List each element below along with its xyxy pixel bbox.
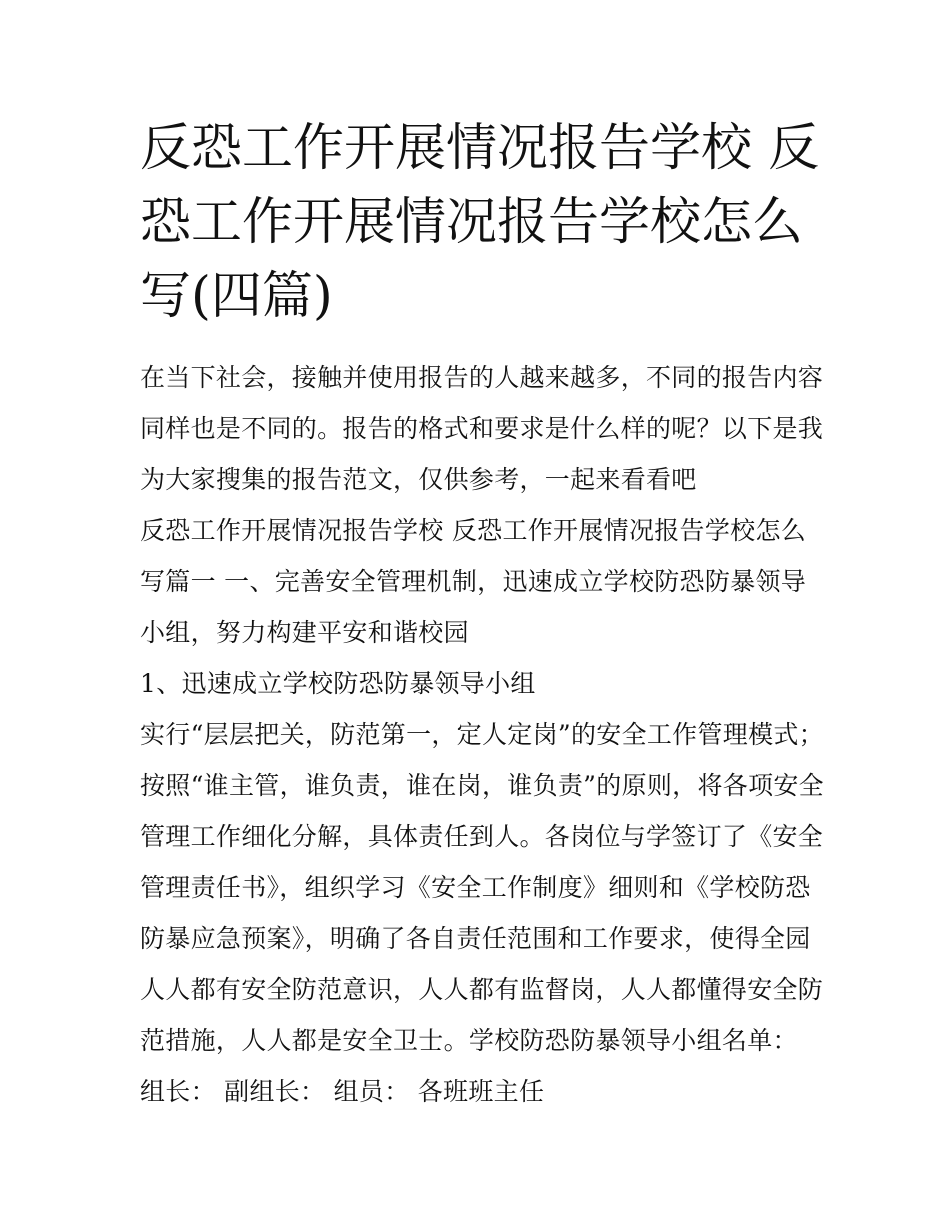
- body-line: 按照“谁主管，谁负责，谁在岗，谁负责”的原则，将各项安全: [140, 771, 824, 800]
- body-line: 范措施，人人都是安全卫士。学校防恐防暴领导小组名单：: [140, 1026, 798, 1055]
- body-line: 反恐工作开展情况报告学校 反恐工作开展情况报告学校怎么: [140, 516, 807, 545]
- body-line: 同样也是不同的。报告的格式和要求是什么样的呢？以下是我: [140, 414, 824, 443]
- body-line: 为大家搜集的报告范文，仅供参考，一起来看看吧: [140, 465, 697, 494]
- body-line: 人人都有安全防范意识，人人都有监督岗，人人都懂得安全防: [140, 975, 824, 1004]
- document-body: [140, 352, 824, 1117]
- title-line: 反恐工作开展情况报告学校 反: [140, 119, 820, 178]
- body-line: 管理工作细化分解，具体责任到人。各岗位与学签订了《安全: [140, 822, 824, 851]
- body-line: 小组，努力构建平安和谐校园: [140, 618, 469, 647]
- body-line: 管理责任书》，组织学习《安全工作制度》细则和《学校防恐: [140, 873, 811, 902]
- body-line: 组长： 副组长： 组员： 各班班主任: [140, 1077, 545, 1106]
- document-title: [140, 112, 820, 334]
- title-line: 恐工作开展情况报告学校怎么: [140, 193, 804, 252]
- body-line: 写篇一 一、完善安全管理机制，迅速成立学校防恐防暴领导: [140, 567, 807, 596]
- body-line: 实行“层层把关，防范第一，定人定岗”的安全工作管理模式；: [140, 720, 824, 749]
- document-page: [140, 112, 824, 1117]
- body-line: 在当下社会，接触并使用报告的人越来越多，不同的报告内容: [140, 363, 824, 392]
- body-line: 防暴应急预案》，明确了各自责任范围和工作要求，使得全园: [140, 924, 811, 953]
- title-line: 写(四篇): [140, 267, 333, 326]
- section-heading: 1、迅速成立学校防恐防暴领导小组: [140, 669, 536, 698]
